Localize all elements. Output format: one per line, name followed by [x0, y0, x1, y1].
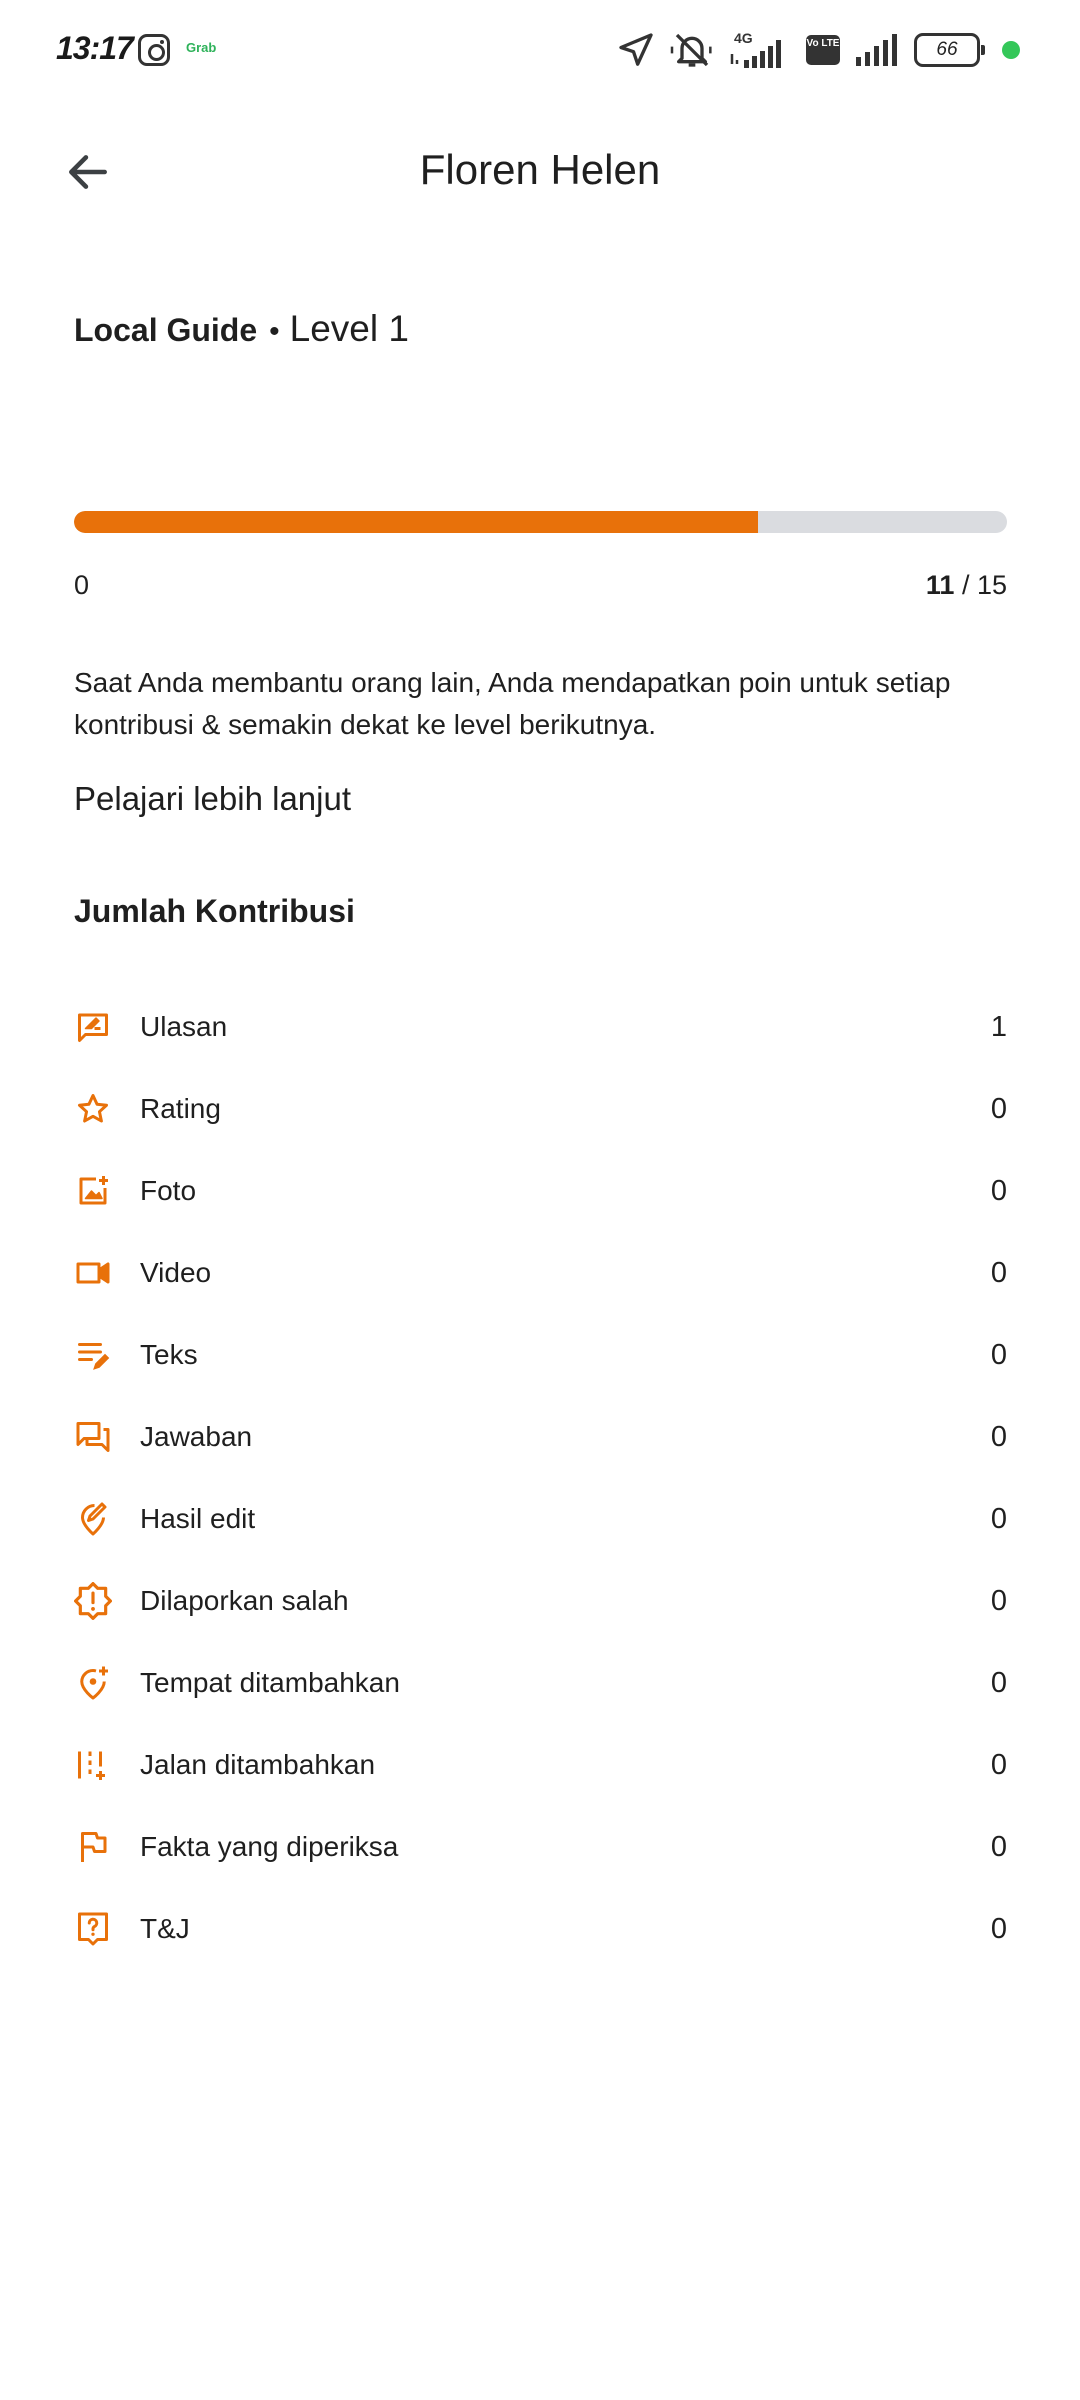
- status-icons: [616, 28, 1020, 72]
- contribution-count: 1: [990, 1010, 1007, 1043]
- video-icon: [74, 1254, 112, 1292]
- contributions-title: Jumlah Kontribusi: [74, 893, 355, 929]
- contribution-count: 0: [990, 1256, 1007, 1289]
- contribution-count: 0: [990, 1174, 1007, 1207]
- level-heading: [74, 308, 409, 350]
- qa-icon: [74, 1910, 112, 1948]
- mobile-data-signal-icon: 4G: [728, 30, 792, 70]
- local-guide-label: Local Guide: [74, 312, 258, 348]
- level-description: Saat Anda membantu orang lain, Anda mendapatkan poin untuk setiap kontribusi & semakin dekat ke level berikutnya.: [74, 667, 951, 740]
- list-item: [74, 1396, 1007, 1478]
- contribution-count: 0: [990, 1502, 1007, 1535]
- contribution-label: Video: [140, 1257, 212, 1288]
- contribution-label: Teks: [140, 1339, 198, 1370]
- list-item: [74, 1150, 1007, 1232]
- progress-current: 11: [925, 570, 955, 600]
- list-item: [74, 1806, 1007, 1888]
- learn-more-link[interactable]: Pelajari lebih lanjut: [74, 780, 352, 817]
- volte-icon: Vo LTE: [806, 35, 840, 65]
- privacy-indicator-dot: [1002, 41, 1020, 59]
- contribution-label: Ulasan: [140, 1011, 228, 1042]
- contribution-count: 0: [990, 1092, 1007, 1125]
- status-time: 13:17: [56, 30, 133, 66]
- list-item: [74, 1724, 1007, 1806]
- edit-place-icon: [74, 1500, 112, 1538]
- contribution-count: 0: [990, 1830, 1007, 1863]
- contribution-label: Dilaporkan salah: [140, 1585, 349, 1616]
- location-arrow-icon: [616, 30, 656, 70]
- list-item: [74, 1478, 1007, 1560]
- status-bar: [0, 0, 1080, 100]
- contributions-list: [74, 986, 1007, 1970]
- flag-icon: [74, 1828, 112, 1866]
- contribution-count: 0: [990, 1420, 1007, 1453]
- list-item: [74, 1068, 1007, 1150]
- contribution-count: 0: [990, 1912, 1007, 1945]
- progress-target: 15: [976, 570, 1007, 600]
- silent-bell-icon: [670, 30, 714, 70]
- add-photo-icon: [74, 1172, 112, 1210]
- level-progress-fill: [74, 511, 758, 533]
- contribution-label: Rating: [140, 1093, 221, 1124]
- list-item: [74, 1560, 1007, 1642]
- level-text: Level 1: [289, 308, 409, 349]
- progress-points: [926, 570, 1007, 601]
- contribution-count: 0: [990, 1584, 1007, 1617]
- progress-min: 0: [74, 570, 90, 600]
- contribution-label: T&J: [140, 1913, 190, 1944]
- contribution-label: Fakta yang diperiksa: [140, 1831, 399, 1862]
- list-item: [74, 986, 1007, 1068]
- add-road-icon: [74, 1746, 112, 1784]
- contribution-label: Jalan ditambahkan: [140, 1749, 376, 1780]
- level-progress-bar: [74, 511, 1007, 533]
- contribution-count: 0: [990, 1338, 1007, 1371]
- add-place-icon: [74, 1664, 112, 1702]
- contribution-label: Tempat ditambahkan: [140, 1667, 400, 1698]
- review-icon: [74, 1008, 112, 1046]
- contribution-count: 0: [990, 1748, 1007, 1781]
- star-icon: [74, 1090, 112, 1128]
- grab-icon: Grab: [186, 40, 217, 55]
- signal-bars-icon: [854, 33, 900, 67]
- answers-icon: [74, 1418, 112, 1456]
- list-item: [74, 1888, 1007, 1970]
- list-item: [74, 1642, 1007, 1724]
- list-item: [74, 1314, 1007, 1396]
- level-separator: •: [269, 315, 280, 348]
- report-icon: [74, 1582, 112, 1620]
- progress-divider: /: [954, 570, 977, 600]
- battery-icon: 66: [914, 33, 980, 67]
- contribution-label: Hasil edit: [140, 1503, 256, 1534]
- edit-text-icon: [74, 1336, 112, 1374]
- instagram-icon: [138, 34, 170, 66]
- contribution-count: 0: [990, 1666, 1007, 1699]
- page-title: Floren Helen: [419, 146, 661, 193]
- contribution-label: Jawaban: [140, 1421, 253, 1452]
- list-item: [74, 1232, 1007, 1314]
- contribution-label: Foto: [140, 1175, 197, 1206]
